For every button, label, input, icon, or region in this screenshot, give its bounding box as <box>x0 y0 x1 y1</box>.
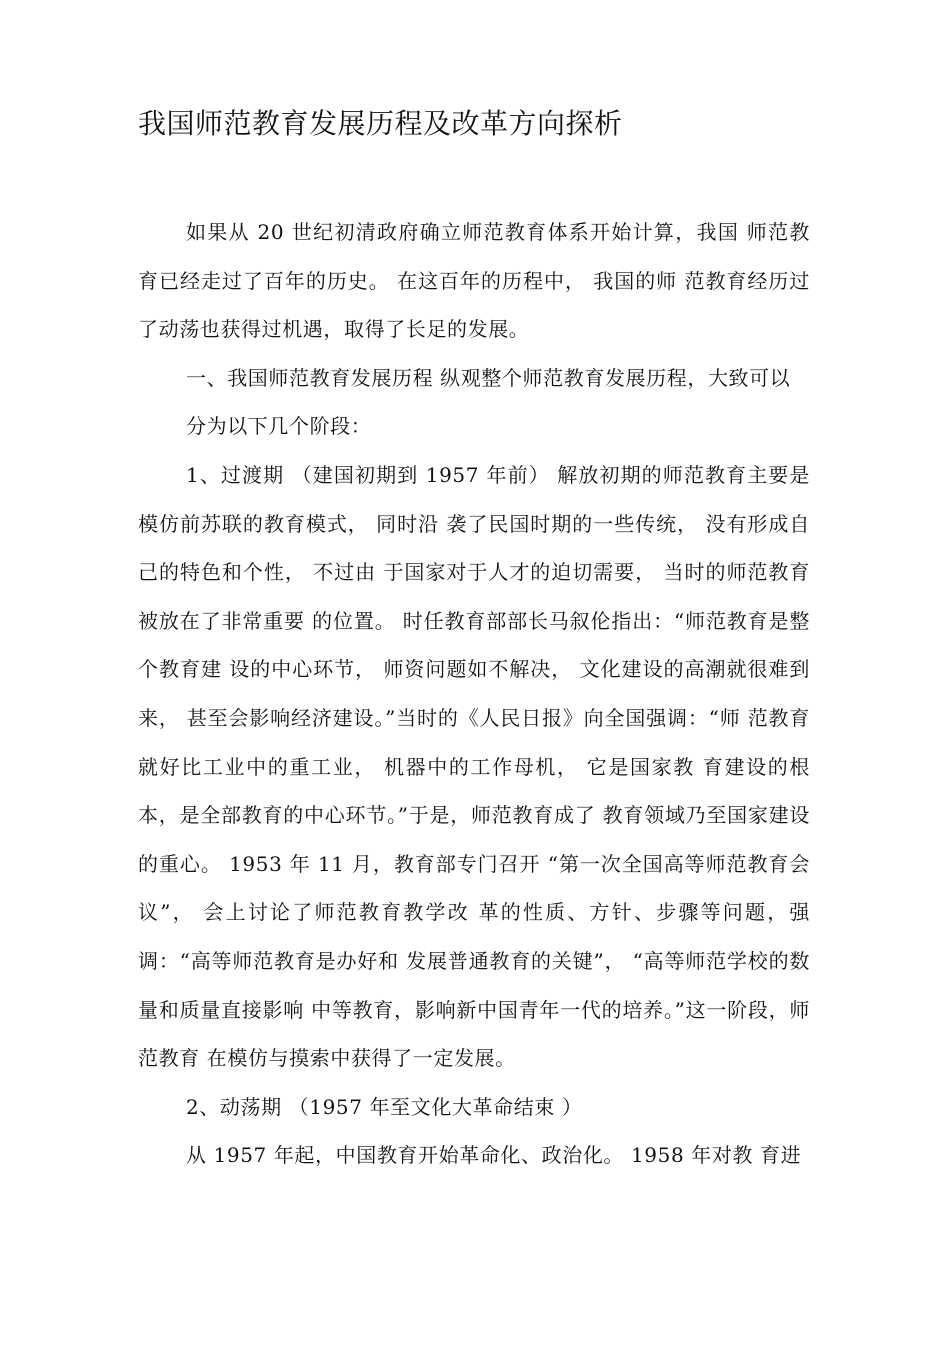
paragraph-intro: 如果从 20 世纪初清政府确立师范教育体系开始计算，我国 师范教育已经走过了百年的历史。 在这百年的历程中， 我国的师 范教育经历过了动荡也获得过机遇，取得了长足的发展。 <box>138 220 810 342</box>
paragraph-turbulent-heading: 2、动荡期 （1957 年至文化大革命结束 ） <box>186 1094 583 1119</box>
paragraph-turbulent-body: 从 1957 年起，中国教育开始革命化、政治化。 1958 年对教 育进 <box>186 1143 802 1168</box>
document-title: 我国师范教育发展历程及改革方向探析 <box>138 107 623 140</box>
document-body <box>138 208 810 1180</box>
paragraph-section-heading: 一、我国师范教育发展历程 纵观整个师范教育发展历程，大致可以 <box>186 365 791 390</box>
paragraph-section-heading-cont: 分为以下几个阶段： <box>186 414 372 439</box>
paragraph-transition-period: 1、过渡期 （建国初期到 1957 年前） 解放初期的师范教育主要是模仿前苏联的教育模式， 同时沿 袭了民国时期的一些传统， 没有形成自己的特色和个性， 不过由 于国家对于人才的迫切需要， 当时的师范教育被放在了非常重要 的位置。 时任教育部部长马叙伦指出：“师范教育是整个教育建 设的中心环节， 师资问题如不解决， 文化建设的高潮就很难到来， 甚至会影响经济建设。”当时的《人民日报》向全国强调：“师 范教育就好比工业中的重工业， 机器中的工作母机， 它是国家教 育建设的根本，是全部教育的中心环节。”于是，师范教育成了 教育领域乃至国家建设的重心。 1953 年 11 月，教育部专门召开 “第一次全国高等师范教育会议”， 会上讨论了师范教育教学改 革的性质、方针、步骤等问题，强调：“高等师范教育是办好和 发展普通教育的关键”， “高等师范学校的数量和质量直接影响 中等教育，影响新中国青年一代的培养。”这一阶段，师范教育 在模仿与摸索中获得了一定发展。 <box>138 462 810 1071</box>
